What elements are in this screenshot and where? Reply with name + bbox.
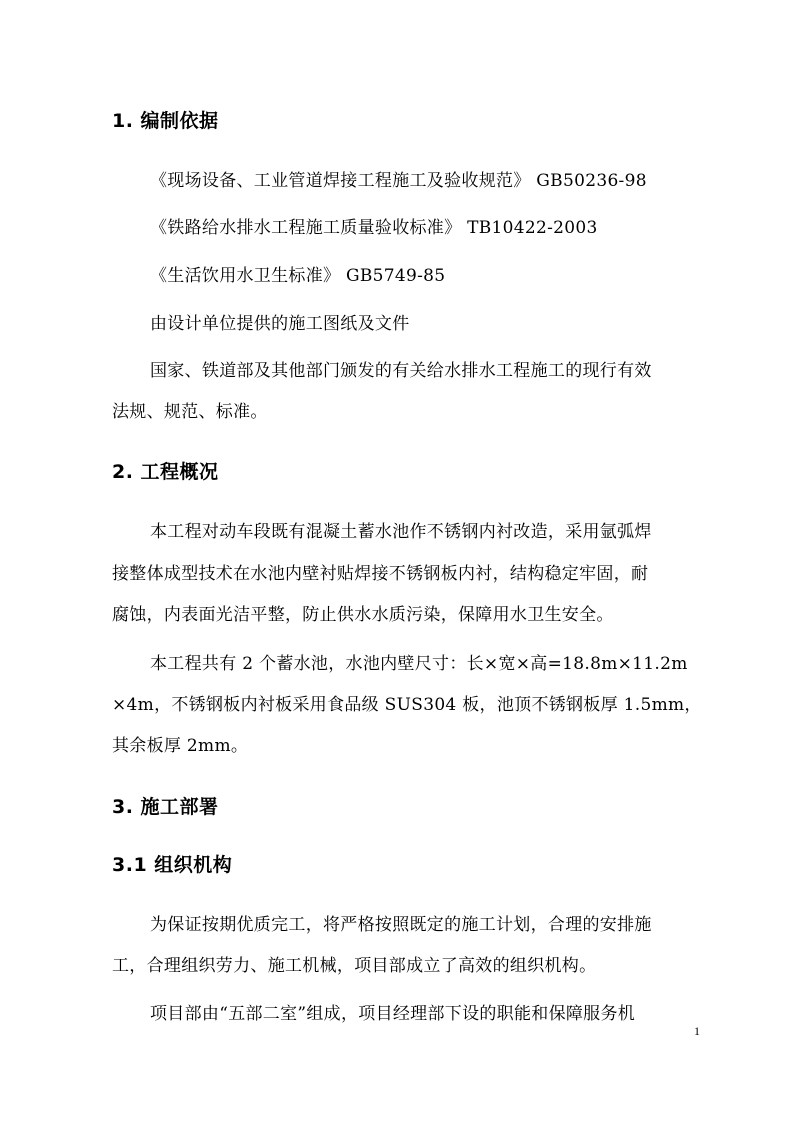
overview-para-1-line-3: 腐蚀，内表面光洁平整，防止供水水质污染，保障用水卫生安全。 bbox=[112, 605, 614, 625]
overview-para-1-line-2: 接整体成型技术在水池内壁衬贴焊接不锈钢板内衬，结构稳定牢固，耐 bbox=[112, 564, 649, 584]
overview-para-2-line-3: 其余板厚 2mm。 bbox=[112, 736, 249, 756]
basis-item-5: 国家、铁道部及其他部门颁发的有关给水排水工程施工的现行有效 bbox=[150, 361, 652, 381]
basis-item-3: 《生活饮用水卫生标准》 GB5749-85 bbox=[150, 266, 446, 286]
page-number: 1 bbox=[694, 1024, 700, 1038]
section-heading-basis: 1. 编制依据 bbox=[112, 110, 219, 132]
overview-para-2-line-1: 本工程共有 2 个蓄水池，水池内壁尺寸：长×宽×高=18.8m×11.2m bbox=[150, 654, 688, 674]
section-heading-organization: 3.1 组织机构 bbox=[112, 854, 233, 876]
organization-para-1-line-2: 工，合理组织劳力、施工机械，项目部成立了高效的组织机构。 bbox=[112, 956, 597, 976]
basis-item-4: 由设计单位提供的施工图纸及文件 bbox=[150, 314, 410, 334]
overview-para-1-line-1: 本工程对动车段既有混凝土蓄水池作不锈钢内衬改造，采用氩弧焊 bbox=[150, 522, 652, 542]
organization-para-2-line-1: 项目部由“五部二室”组成，项目经理部下设的职能和保障服务机 bbox=[150, 1004, 636, 1024]
basis-item-2: 《铁路给水排水工程施工质量验收标准》 TB10422-2003 bbox=[150, 218, 598, 238]
basis-item-1: 《现场设备、工业管道焊接工程施工及验收规范》 GB50236-98 bbox=[150, 171, 647, 191]
overview-para-2-line-2: ×4m，不锈钢板内衬板采用食品级 SUS304 板，池顶不锈钢板厚 1.5mm， bbox=[112, 695, 702, 715]
section-heading-overview: 2. 工程概况 bbox=[112, 461, 219, 483]
basis-item-5-cont: 法规、规范、标准。 bbox=[112, 402, 268, 422]
section-heading-deployment: 3. 施工部署 bbox=[112, 796, 219, 818]
organization-para-1-line-1: 为保证按期优质完工，将严格按照既定的施工计划，合理的安排施 bbox=[150, 915, 652, 935]
